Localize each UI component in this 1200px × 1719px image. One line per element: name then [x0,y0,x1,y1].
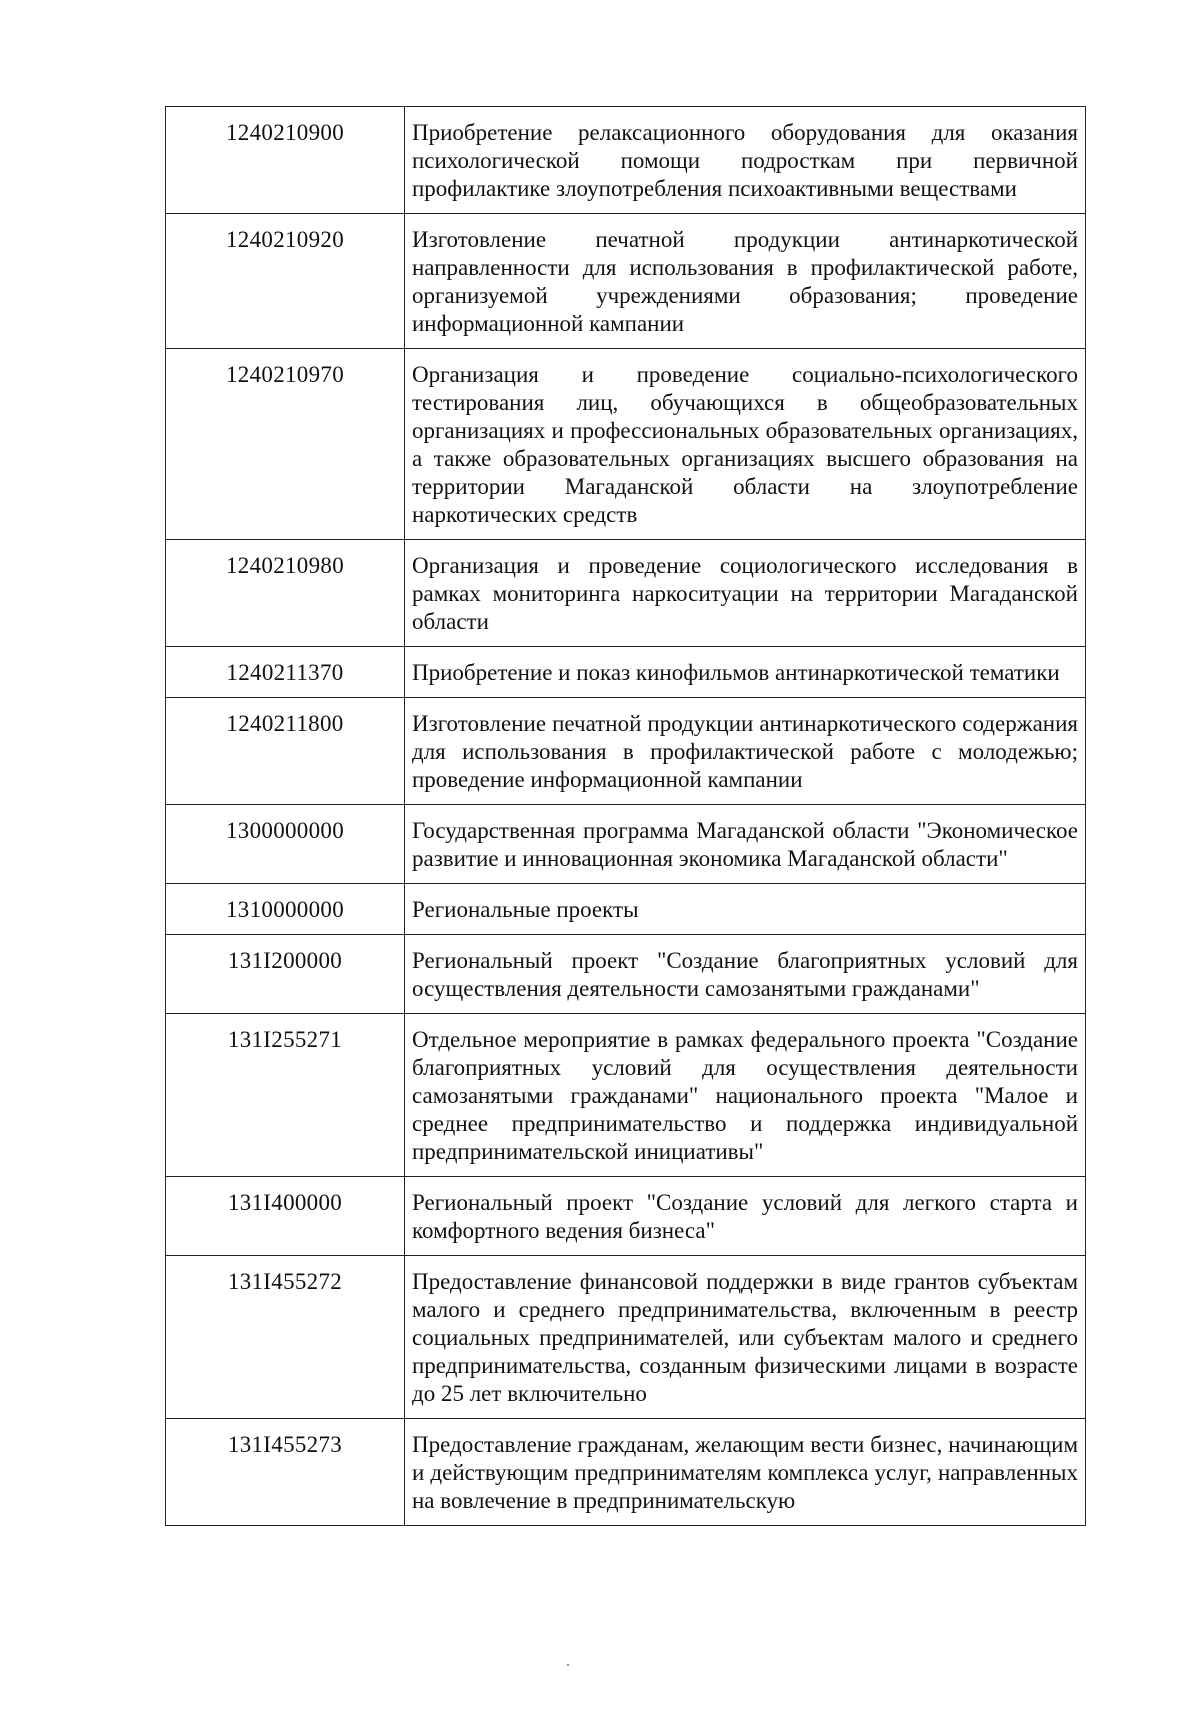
table-row [166,107,1086,214]
code-cell: 1310000000 [166,884,405,935]
code-cell: 1240210920 [166,214,405,349]
code-cell: 1240211800 [166,698,405,805]
table-row [166,884,1086,935]
description-cell: Изготовление печатной продукции антинаркотического содержания для использования в профилактической работе с молодежью; проведение информационной кампании [405,698,1086,805]
table-row [166,805,1086,884]
description-cell: Изготовление печатной продукции антинаркотической направленности для использования в профилактической работе, организуемой учреждениями образования; проведение информационной кампании [405,214,1086,349]
code-cell: 131I200000 [166,935,405,1014]
table-row [166,214,1086,349]
table-row [166,1256,1086,1419]
description-cell: Организация и проведение социологического исследования в рамках мониторинга наркоситуации на территории Магаданской области [405,540,1086,647]
table-row [166,1014,1086,1177]
description-cell: Отдельное мероприятие в рамках федерального проекта "Создание благоприятных условий для осуществления деятельности самозанятыми гражданами" национального проекта "Малое и среднее предпринимательство и поддержка индивидуальной предпринимательской инициативы" [405,1014,1086,1177]
description-cell: Государственная программа Магаданской области "Экономическое развитие и инновационная экономика Магаданской области" [405,805,1086,884]
description-cell: Предоставление гражданам, желающим вести бизнес, начинающим и действующим предпринимателям комплекса услуг, направленных на вовлечение в предпринимательскую [405,1419,1086,1526]
table-row [166,647,1086,698]
table-row [166,1419,1086,1526]
code-cell: 131I455272 [166,1256,405,1419]
budget-codes-table [165,106,1086,1526]
code-cell: 1240210900 [166,107,405,214]
description-cell: Региональный проект "Создание благоприятных условий для осуществления деятельности самозанятыми гражданами" [405,935,1086,1014]
table-row [166,540,1086,647]
table-row [166,935,1086,1014]
code-cell: 1300000000 [166,805,405,884]
code-cell: 131I455273 [166,1419,405,1526]
code-cell: 131I400000 [166,1177,405,1256]
table-row [166,349,1086,540]
description-cell: Региональный проект "Создание условий для легкого старта и комфортного ведения бизнеса" [405,1177,1086,1256]
code-cell: 1240211370 [166,647,405,698]
table-row [166,1177,1086,1256]
code-cell: 1240210970 [166,349,405,540]
description-cell: Приобретение и показ кинофильмов антинаркотической тематики [405,647,1086,698]
description-cell: Предоставление финансовой поддержки в виде грантов субъектам малого и среднего предпринимательства, включенным в реестр социальных предпринимателей, или субъектам малого и среднего предпринимательства, созданным физическими лицами в возрасте до 25 лет включительно [405,1256,1086,1419]
scan-speck [567,1664,569,1666]
code-cell: 131I255271 [166,1014,405,1177]
description-cell: Организация и проведение социально-психологического тестирования лиц, обучающихся в общеобразовательных организациях и профессиональных образовательных организациях, а также образовательных организациях высшего образования на территории Магаданской области на злоупотребление наркотических средств [405,349,1086,540]
description-cell: Региональные проекты [405,884,1086,935]
description-cell: Приобретение релаксационного оборудования для оказания психологической помощи подросткам при первичной профилактике злоупотребления психоактивными веществами [405,107,1086,214]
code-cell: 1240210980 [166,540,405,647]
table-row [166,698,1086,805]
